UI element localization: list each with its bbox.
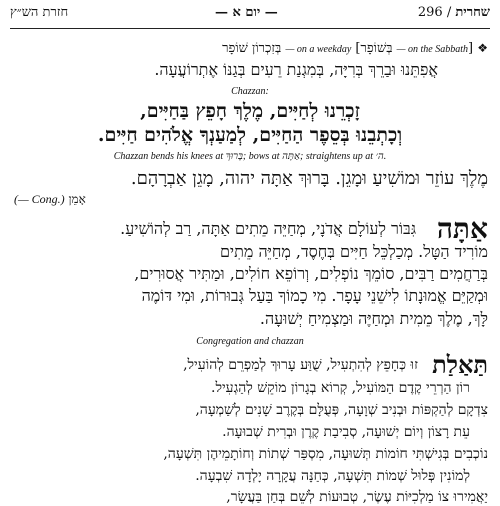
intro-line-1: בְּזִכְרוֹן שׁוֹפָר — on a weekday [בְּשׁוֹפָר — on the Sabbath] ❖ (222, 41, 488, 56)
atah-line-1: גִּבּוֹר לְעוֹלָם אֲדֹנָי, מְחַיֵּה מֵתִים אַתָּה, רַב לְהוֹשִׁיעַ. (120, 219, 416, 238)
diamond-icon: ❖ (477, 41, 488, 55)
zochreinu-line-2: וְכָתְבֵנוּ בְּסֵפֶר הַחַיִּים, לְמַעַנְךָ אֱלֹהִים חַיִּים. (97, 124, 403, 146)
atah-line-2: מוֹרִיד הַטָּל. מְכַלְכֵּל חַיִּים בְּחֶסֶד, מְחַיֵּה מֵתִים (219, 242, 488, 261)
repetition-label: חזרת הש״ץ (10, 5, 69, 20)
melech-line: מֶלֶךְ עוֹזֵר וּמוֹשִׁיעַ וּמָגֵן. בָּרוּךְ אַתָּה יהוה, מָגֵן אַבְרָהָם. (130, 168, 488, 189)
page-header (10, 4, 490, 26)
piyut-line-5: נוֹכְבִים בְּגִישְׁתִּי חוֹמוֹת תְּשׁוּעָה, מִסְפַּר שְׁתוֹת וְחוֹתָמֵיהֶן תִּשְׁעָה, (163, 446, 488, 462)
bow-instruction: Chazzan bends his knees at בָּרוּךְ; bows at אַתָּה; straightens up at ה׳. (113, 151, 387, 162)
shofar-sabbath: בְּשׁוֹפָר (360, 41, 393, 56)
header-divider (10, 28, 490, 29)
atah-line-5: לָּךְ, מֶלֶךְ מֵמִית וּמְחַיֶּה וּמַצְמִיחַ יְשׁוּעָה. (259, 309, 488, 328)
piyut-line-6: לְמוֹנִין פְּלוּל שְׁמוֹת תִּשְׁעָה, כְּחַנָּה עֲקָרָה יָלְדָה שִׁבְעָה. (195, 468, 470, 484)
sabbath-label: — on the Sabbath (396, 44, 469, 55)
day-text: יום א (232, 5, 261, 20)
piyut-line-4: עֵת רָצוֹן וְיוֹם יְשׁוּעָה, סְבִיבַת קֶרֶן וּבְרִית שְׁבוּעָה. (222, 424, 470, 440)
weekday-label: — on a weekday (285, 44, 352, 55)
piyut-line-1: זוּ כְּחָפֵץ לְהִתְעִיל, שֻׁוַּע עָרוּךְ לְמַפְרֵם לְהוֹעִיל, (183, 357, 418, 373)
atah-dropcap: אַתָּה (436, 212, 488, 245)
cong-label: (— Cong.) (14, 192, 65, 206)
amen-text: אָמֵן (68, 192, 86, 206)
atah-line-3: בְּרַחֲמִים רַבִּים, סוֹמֵךְ נוֹפְלִים, וְרוֹפֵא חוֹלִים, וּמַתִּיר אֲסוּרִים, (134, 264, 488, 283)
page-ref: שחרית / 296 (417, 5, 490, 20)
piyut-line-2: רוֹן הַרְרֵי קֶדֶם הַמּוֹעִיל, קְרוֹא בְגָרוֹן מוֹקֵשׁ לְהַגְעִיל. (211, 380, 470, 396)
section-title: שחרית (455, 5, 490, 20)
intro-line-2: אֲפִתֵּנוּ וּבַרֵךְ בְּרִיָּה, בְּמִגְנַת רֵעִים בְּגַנּוֹ אֶתְרוֹעֲעָה. (154, 60, 438, 79)
piyut-line-7: יַאֲמִירוּ צוֹ מַלְכִיּוֹת עֶשֶׂר, טְבוּעוֹת לְשֵׁם בְּחַן בַּעֲשָׂר, (226, 489, 488, 505)
amen-response (14, 192, 86, 207)
atah-line-4: וּמְקַיֵּם אֱמוּנָתוֹ לִישֵׁנֵי עָפָר. מִי כָמוֹךָ בַּעַל גְּבוּרוֹת, וּמִי דּוֹמֶה (141, 286, 488, 305)
piyut-dropcap: תַּאַלַת (432, 350, 488, 379)
shofar-weekday: בְּזִכְרוֹן שׁוֹפָר (222, 41, 282, 56)
day-label: — יום א — (215, 5, 278, 20)
piyut-line-3: צִדְקָם לְהַקְפּוֹת וּבְנִיב שְׁוָעָה, פְּעֻלָּם בְּקֶרֶב שָׁנִים לְשַׁמְעָה, (195, 402, 488, 418)
congregation-label: Congregation and chazzan (196, 336, 304, 347)
zochreinu-line-1: זָכְרֵנוּ לְחַיִּים, מֶלֶךְ חָפֵץ בַּחַיִּים, (140, 100, 360, 122)
chazzan-label: Chazzan: (231, 86, 269, 97)
page-number: 296 (417, 5, 443, 20)
